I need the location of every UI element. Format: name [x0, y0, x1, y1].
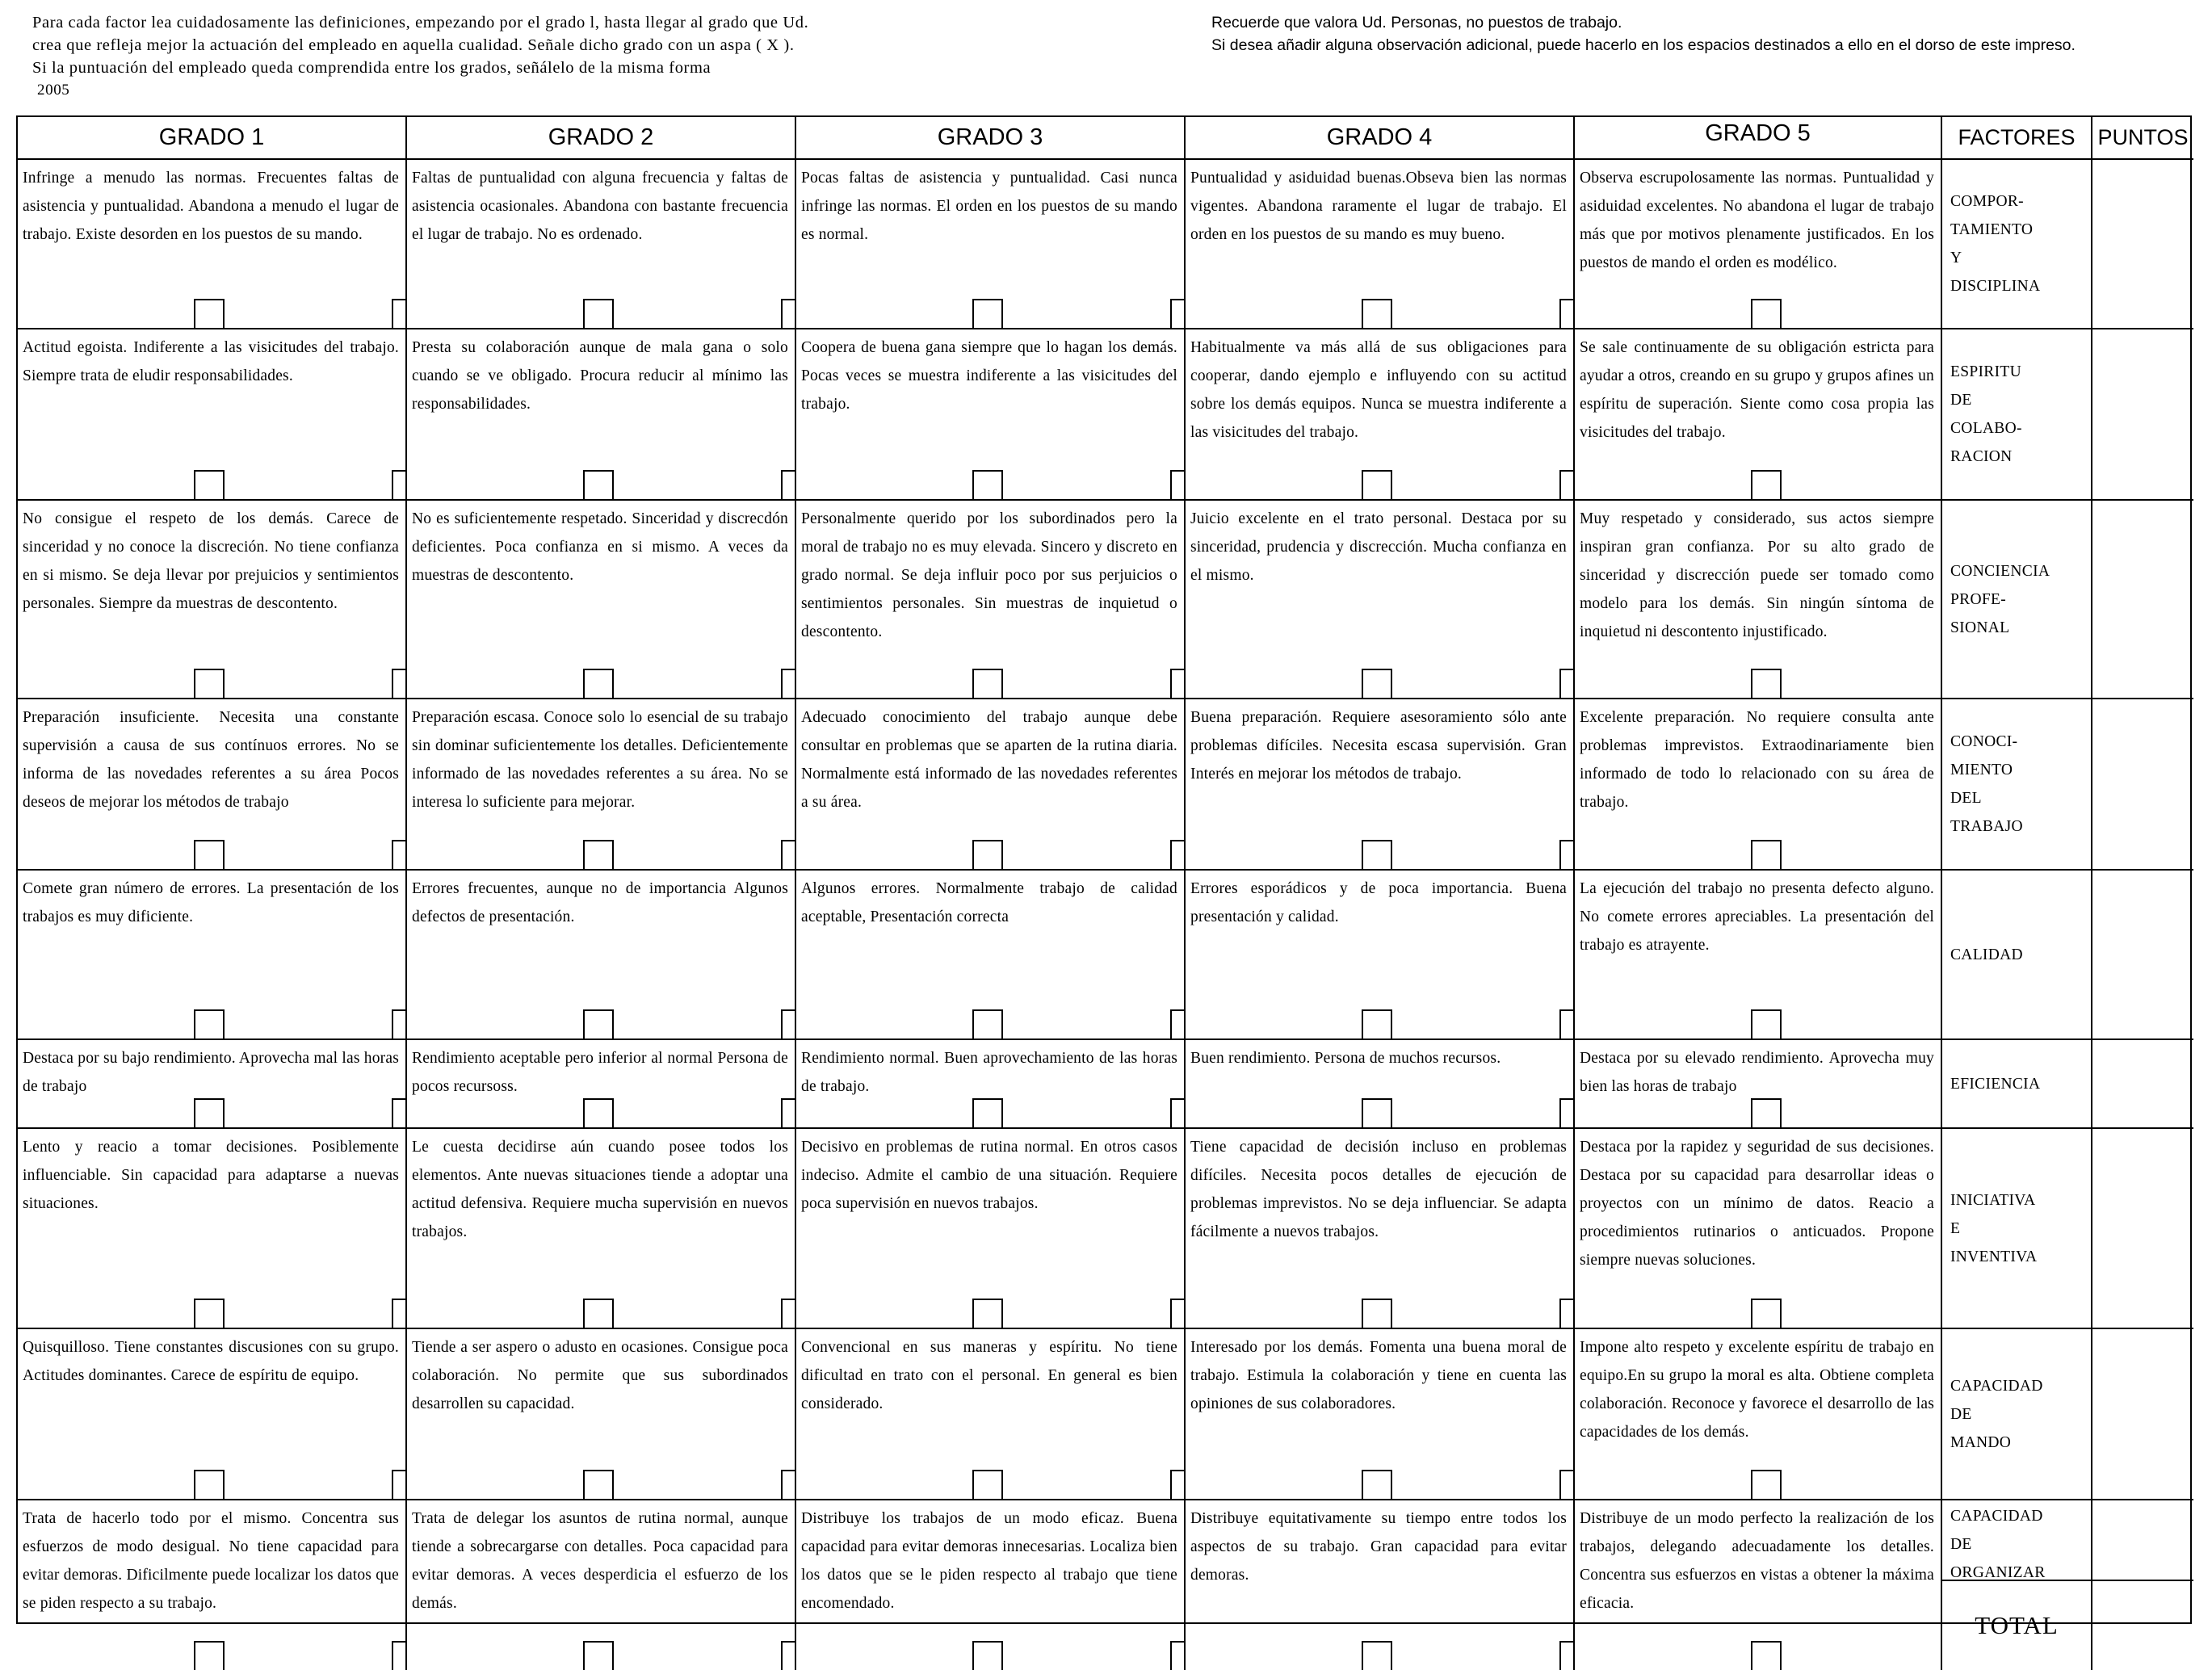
grade-description-text: Excelente preparación. No requiere consulta ante problemas imprevistos. Extraodinariamente bien informado de todo lo relacionado con su área de trabajo. — [1580, 709, 1934, 811]
factor-label-line: CAPACIDAD — [1950, 1377, 2043, 1395]
grade-description — [407, 699, 796, 871]
grade-description — [407, 160, 796, 329]
grade-checkbox[interactable] — [1362, 840, 1392, 871]
grade-checkbox[interactable] — [972, 1299, 1003, 1329]
grade-description — [18, 1040, 407, 1129]
grade-description — [407, 1329, 796, 1500]
between-grades-checkbox[interactable] — [1170, 669, 1186, 699]
between-grades-checkbox[interactable] — [781, 1641, 796, 1670]
grade-checkbox[interactable] — [194, 1470, 225, 1500]
between-grades-checkbox[interactable] — [392, 1098, 407, 1129]
grade-description-text: Adecuado conocimiento del trabajo aunque debe consultar en problemas que se aparten de la rutina diaria. Normalmente está informado de las novedades referentes a su área. — [801, 709, 1177, 811]
grade-checkbox[interactable] — [583, 470, 614, 501]
grade-checkbox[interactable] — [1362, 1641, 1392, 1670]
factor-label — [1942, 160, 2092, 329]
points-input[interactable] — [2092, 1329, 2193, 1500]
grade-description-text: Buen rendimiento. Persona de muchos recursos. — [1190, 1050, 1501, 1067]
between-grades-checkbox[interactable] — [781, 1009, 796, 1040]
grade-description-text: Personalmente querido por los subordinados pero la moral de trabajo no es muy elevada. Sincero y discreto en grado normal. Se deja influir poco por sus perjuicios o sentimientos personales. Sin muestras de inquietud o descontento. — [801, 510, 1177, 640]
grade-description — [796, 1129, 1186, 1329]
grade-description-text: La ejecución del trabajo no presenta defecto alguno. No comete errores apreciables. La presentación del trabajo es atrayente. — [1580, 880, 1934, 954]
grade-checkbox[interactable] — [1751, 1299, 1782, 1329]
between-grades-checkbox[interactable] — [392, 1009, 407, 1040]
grade-description — [1575, 699, 1942, 871]
factor-label-line: MIENTO — [1950, 762, 2013, 778]
grade-description — [1575, 329, 1942, 501]
evaluation-table — [16, 115, 2192, 1639]
reminder-line: Recuerde que valora Ud. Personas, no puestos de trabajo. — [1211, 14, 1622, 31]
grade-description — [407, 501, 796, 699]
grade-description — [1575, 1129, 1942, 1329]
grade-description-text: Lento y reacio a tomar decisiones. Posiblemente influenciable. Sin capacidad para adaptarse a nuevas situaciones. — [23, 1139, 399, 1212]
grade-checkbox[interactable] — [194, 669, 225, 699]
grade-description — [796, 871, 1186, 1040]
grade-description-text: Quisquilloso. Tiene constantes discusiones con su grupo. Actitudes dominantes. Carece de espíritu de equipo. — [23, 1339, 399, 1384]
grade-description — [1575, 871, 1942, 1040]
grade-description-text: No es suficientemente respetado. Sinceridad y discrecdón deficientes. Poca confianza en si mismo. A veces da muestras de descontento. — [412, 510, 788, 584]
grade-checkbox[interactable] — [1362, 1009, 1392, 1040]
reminder-note — [1211, 11, 2205, 57]
between-grades-checkbox[interactable] — [392, 1470, 407, 1500]
factor-cell — [1942, 1500, 2092, 1670]
grade-description-text: Se sale continuamente de su obligación estricta para ayudar a otros, creando en su grupo y grupos afines un espíritu de superación. Siente como cosa propia las visicitudes del trabajo. — [1580, 339, 1934, 441]
factor-label-line: DE — [1950, 392, 1972, 409]
grade-description — [1186, 329, 1575, 501]
grade-checkbox[interactable] — [194, 470, 225, 501]
between-grades-checkbox[interactable] — [781, 470, 796, 501]
column-header-grado-5: GRADO 5 — [1575, 117, 1942, 160]
factor-label-line: DE — [1950, 1405, 1972, 1423]
grade-checkbox[interactable] — [1751, 840, 1782, 871]
factor-label — [1942, 871, 2092, 1040]
grade-description — [796, 160, 1186, 329]
grade-description-text: Destaca por su elevado rendimiento. Aprovecha muy bien las horas de trabajo — [1580, 1050, 1934, 1095]
grade-description-text: Preparación insuficiente. Necesita una constante supervisión a causa de sus contínuos errores. No se informa de las novedades referentes a su área Pocos deseos de mejorar los métodos de trabajo — [23, 709, 399, 811]
factor-label-line: DISCIPLINA — [1950, 278, 2041, 295]
grade-description — [18, 1129, 407, 1329]
grade-description — [1186, 1500, 1575, 1670]
grade-checkbox[interactable] — [1751, 1470, 1782, 1500]
between-grades-checkbox[interactable] — [1559, 669, 1575, 699]
grade-checkbox[interactable] — [1362, 1299, 1392, 1329]
between-grades-checkbox[interactable] — [1170, 1299, 1186, 1329]
grade-description — [1186, 501, 1575, 699]
grade-description — [407, 329, 796, 501]
points-input[interactable] — [2092, 871, 2193, 1040]
grade-description-text: Comete gran número de errores. La presentación de los trabajos es muy dificiente. — [23, 880, 399, 925]
grade-checkbox[interactable] — [972, 1009, 1003, 1040]
grade-checkbox[interactable] — [1362, 669, 1392, 699]
grade-description-text: Algunos errores. Normalmente trabajo de calidad aceptable, Presentación correcta — [801, 880, 1177, 925]
grade-checkbox[interactable] — [1751, 470, 1782, 501]
factor-label-line: TRABAJO — [1950, 818, 2023, 835]
grade-description-text: Buena preparación. Requiere asesoramiento sólo ante problemas difíciles. Necesita escasa supervisión. Gran Interés en mejorar los métodos de trabajo. — [1190, 709, 1567, 783]
grade-description — [1575, 1040, 1942, 1129]
grade-description-text: Rendimiento aceptable pero inferior al normal Persona de pocos recursoss. — [412, 1050, 788, 1095]
between-grades-checkbox[interactable] — [1559, 1470, 1575, 1500]
grade-description-text: Distribuye de un modo perfecto la realización de los trabajos, delegando adecuadamente los detalles. Concentra sus esfuerzos en vistas a obtener la máxima eficacia. — [1580, 1510, 1934, 1612]
grade-checkbox[interactable] — [583, 1098, 614, 1129]
grade-checkbox[interactable] — [583, 1641, 614, 1670]
grade-description-text: Actitud egoista. Indiferente a las visicitudes del trabajo. Siempre trata de eludir responsabilidades. — [23, 339, 399, 384]
instruction-line: Si la puntuación del empleado queda comprendida entre los grados, señálelo de la misma forma — [32, 59, 711, 77]
grade-checkbox[interactable] — [972, 470, 1003, 501]
grade-description — [18, 1329, 407, 1500]
factor-label-line: Y — [1950, 250, 1962, 266]
grade-checkbox[interactable] — [194, 840, 225, 871]
factor-label — [1942, 1040, 2092, 1129]
grade-description-text: Impone alto respeto y excelente espíritu de trabajo en equipo.En su grupo la moral es alta. Obtiene completa colaboración. Reconoce y favorece el desarrollo de las capacidades de los demás. — [1580, 1339, 1934, 1441]
points-input[interactable] — [2092, 1500, 2193, 1581]
grade-description-text: Observa escrupolosamente las normas. Puntualidad y asiduidad excelentes. No abandona el lugar de trabajo más que por motivos plenamente justificados. En los puestos de mando el orden es modélico. — [1580, 170, 1934, 271]
between-grades-checkbox[interactable] — [1170, 1641, 1186, 1670]
grade-checkbox[interactable] — [972, 840, 1003, 871]
factor-label-line: SIONAL — [1950, 619, 2010, 636]
points-input[interactable] — [2092, 1129, 2193, 1329]
between-grades-checkbox[interactable] — [781, 1470, 796, 1500]
grade-description — [796, 501, 1186, 699]
factor-label — [1942, 699, 2092, 871]
grade-description-text: Faltas de puntualidad con alguna frecuencia y faltas de asistencia ocasionales. Abandona con bastante frecuencia el lugar de trabajo. No es ordenado. — [412, 170, 788, 243]
grade-description-text: Distribuye los trabajos de un modo eficaz. Buena capacidad para evitar demoras innecesarias. Localiza bien los datos que se le piden respecto al trabajo que tiene encomendado. — [801, 1510, 1177, 1612]
grade-description — [18, 329, 407, 501]
factor-label-line: MANDO — [1950, 1433, 2012, 1451]
between-grades-checkbox[interactable] — [392, 299, 407, 329]
grade-checkbox[interactable] — [972, 669, 1003, 699]
grade-checkbox[interactable] — [194, 1641, 225, 1670]
grade-checkbox[interactable] — [1362, 470, 1392, 501]
factor-label-line: PROFE- — [1950, 590, 2006, 608]
factor-label-line: ORGANIZAR — [1950, 1564, 2046, 1581]
points-input[interactable] — [2092, 1040, 2193, 1129]
points-input[interactable] — [2092, 160, 2193, 329]
grade-description-text: Trata de delegar los asuntos de rutina normal, aunque tiende a sobrecargarse con detalles. Poca capacidad para evitar demoras. A veces desperdicia el esfuerzo de los demás. — [412, 1510, 788, 1612]
between-grades-checkbox[interactable] — [1559, 1098, 1575, 1129]
grade-checkbox[interactable] — [1751, 299, 1782, 329]
grade-description-text: Coopera de buena gana siempre que lo hagan los demás. Pocas veces se muestra indiferente a las visicitudes del trabajo. — [801, 339, 1177, 413]
between-grades-checkbox[interactable] — [392, 470, 407, 501]
grade-description-text: Le cuesta decidirse aún cuando posee todos los elementos. Ante nuevas situaciones tiende a adoptar una actitud defensiva. Requiere mucha supervisión en nuevos trabajos. — [412, 1139, 788, 1240]
grade-description — [1186, 1329, 1575, 1500]
between-grades-checkbox[interactable] — [781, 1299, 796, 1329]
between-grades-checkbox[interactable] — [392, 1641, 407, 1670]
grade-checkbox[interactable] — [194, 1299, 225, 1329]
grade-description-text: Juicio excelente en el trato personal. Destaca por su sinceridad, prudencia y discrección. Mucha confianza en el mismo. — [1190, 510, 1567, 584]
grade-checkbox[interactable] — [583, 1299, 614, 1329]
grade-description-text: Tiende a ser aspero o adusto en ocasiones. Consigue poca colaboración. No permite que sus subordinados desarrollen su capacidad. — [412, 1339, 788, 1412]
grade-checkbox[interactable] — [972, 299, 1003, 329]
grade-description — [1575, 1329, 1942, 1500]
grade-checkbox[interactable] — [194, 1098, 225, 1129]
grade-checkbox[interactable] — [1362, 299, 1392, 329]
factor-label-line: COLABO- — [1950, 420, 2022, 437]
grade-description — [18, 1500, 407, 1670]
factor-label-line: CALIDAD — [1950, 946, 2023, 963]
grade-checkbox[interactable] — [194, 299, 225, 329]
between-grades-checkbox[interactable] — [1559, 840, 1575, 871]
factor-label-line: E — [1950, 1219, 1961, 1237]
grade-description — [407, 1040, 796, 1129]
between-grades-checkbox[interactable] — [781, 1098, 796, 1129]
between-grades-checkbox[interactable] — [392, 840, 407, 871]
column-header-grado-1: GRADO 1 — [18, 117, 407, 160]
grade-checkbox[interactable] — [972, 1098, 1003, 1129]
grade-description — [1575, 501, 1942, 699]
factor-label-line: INICIATIVA — [1950, 1191, 2036, 1209]
grade-description — [796, 329, 1186, 501]
grade-checkbox[interactable] — [194, 1009, 225, 1040]
grade-checkbox[interactable] — [583, 299, 614, 329]
factor-label-line: RACION — [1950, 448, 2013, 465]
grade-description-text: Errores frecuentes, aunque no de importancia Algunos defectos de presentación. — [412, 880, 788, 925]
between-grades-checkbox[interactable] — [1170, 840, 1186, 871]
between-grades-checkbox[interactable] — [1559, 1009, 1575, 1040]
between-grades-checkbox[interactable] — [1559, 1641, 1575, 1670]
between-grades-checkbox[interactable] — [1559, 1299, 1575, 1329]
between-grades-checkbox[interactable] — [1170, 1470, 1186, 1500]
factor-label-line: DE — [1950, 1536, 1972, 1553]
factor-label-line: ESPIRITU — [1950, 363, 2021, 380]
between-grades-checkbox[interactable] — [392, 669, 407, 699]
grade-description — [18, 699, 407, 871]
grade-checkbox[interactable] — [583, 840, 614, 871]
grade-checkbox[interactable] — [972, 1641, 1003, 1670]
factor-label — [1942, 329, 2092, 501]
grade-description-text: Errores esporádicos y de poca importancia. Buena presentación y calidad. — [1190, 880, 1567, 925]
grade-description — [1186, 699, 1575, 871]
instructions — [32, 11, 1179, 102]
column-header-grado-3: GRADO 3 — [796, 117, 1186, 160]
points-input[interactable] — [2092, 329, 2193, 501]
factor-label-line: EFICIENCIA — [1950, 1075, 2041, 1093]
points-input[interactable] — [2092, 699, 2193, 871]
grade-description — [796, 1040, 1186, 1129]
between-grades-checkbox[interactable] — [1170, 299, 1186, 329]
grade-description — [18, 501, 407, 699]
grade-description — [1575, 160, 1942, 329]
grade-description — [1575, 1500, 1942, 1670]
instruction-line: crea que refleja mejor la actuación del empleado en aquella cualidad. Señale dicho grado con un aspa ( X ). — [32, 36, 795, 54]
grade-description — [407, 871, 796, 1040]
grade-checkbox[interactable] — [1751, 669, 1782, 699]
between-grades-checkbox[interactable] — [1559, 299, 1575, 329]
grade-checkbox[interactable] — [1362, 1470, 1392, 1500]
grade-description-text: Rendimiento normal. Buen aprovechamiento de las horas de trabajo. — [801, 1050, 1177, 1095]
grade-description-text: Tiene capacidad de decisión incluso en problemas difíciles. Necesita pocos detalles de ejecución de problemas imprevistos. No se deja influenciar. Se adapta fácilmente a nuevos trabajos. — [1190, 1139, 1567, 1240]
factor-label-line: TAMIENTO — [1950, 221, 2034, 238]
between-grades-checkbox[interactable] — [781, 669, 796, 699]
grade-checkbox[interactable] — [1362, 1098, 1392, 1129]
column-header-grado-2: GRADO 2 — [407, 117, 796, 160]
factor-label — [1942, 1329, 2092, 1500]
grade-checkbox[interactable] — [1751, 1098, 1782, 1129]
grade-description — [18, 160, 407, 329]
factor-label-line: CONCIENCIA — [1950, 562, 2050, 580]
grade-description-text: Infringe a menudo las normas. Frecuentes faltas de asistencia y puntualidad. Abandona a menudo el lugar de trabajo. Existe desorden en los puestos de su mando. — [23, 170, 399, 243]
grade-checkbox[interactable] — [1751, 1009, 1782, 1040]
total-points-input[interactable] — [2092, 1581, 2193, 1670]
factor-label-line: CONOCI- — [1950, 733, 2018, 750]
between-grades-checkbox[interactable] — [1170, 470, 1186, 501]
grade-description-text: Presta su colaboración aunque de mala gana o solo cuando se ve obligado. Procura reducir al mínimo las responsabilidades. — [412, 339, 788, 413]
grade-description — [1186, 160, 1575, 329]
grade-description — [1186, 871, 1575, 1040]
grade-description-text: Destaca por la rapidez y seguridad de sus decisiones. Destaca por su capacidad para desarrollar ideas o proyectos con un mínimo de datos. Reacio a procedimientos rutinarios o anticuados. Propone siempre nuevas soluciones. — [1580, 1139, 1934, 1269]
grade-description-text: No consigue el respeto de los demás. Carece de sinceridad y no conoce la discreción. No tiene confianza en si mismo. Se deja llevar por prejuicios y sentimientos personales. Siempre da muestras de descontento. — [23, 510, 399, 612]
column-header-grado-4: GRADO 4 — [1186, 117, 1575, 160]
grade-description — [1186, 1040, 1575, 1129]
points-input[interactable] — [2092, 501, 2193, 699]
grade-description-text: Pocas faltas de asistencia y puntualidad. Casi nunca infringe las normas. El orden en los puestos de su mando es normal. — [801, 170, 1177, 243]
grade-description-text: Habitualmente va más allá de sus obligaciones para cooperar, dando ejemplo e influyendo con su actitud sobre los demás equipos. Nunca se muestra indiferente a las visicitudes del trabajo. — [1190, 339, 1567, 441]
instruction-line: Para cada factor lea cuidadosamente las definiciones, empezando por el grado l, hasta llegar al grado que Ud. — [32, 14, 809, 31]
grade-description — [1186, 1129, 1575, 1329]
grade-description-text: Muy respetado y considerado, sus actos siempre inspiran gran confianza. Por su alto grado de sinceridad y discrección puede ser tomado como modelo para los demás. Sin ningún síntoma de inquietud ni descontento injustificado. — [1580, 510, 1934, 640]
grade-checkbox[interactable] — [583, 669, 614, 699]
grade-description — [796, 1500, 1186, 1670]
grade-description-text: Decisivo en problemas de rutina normal. En otros casos indeciso. Admite el cambio de una situación. Requiere poca supervisión en nuevos trabajos. — [801, 1139, 1177, 1212]
grade-checkbox[interactable] — [1751, 1641, 1782, 1670]
between-grades-checkbox[interactable] — [1170, 1009, 1186, 1040]
column-header-puntos: PUNTOS — [2092, 117, 2193, 160]
grade-checkbox[interactable] — [972, 1470, 1003, 1500]
total-label: TOTAL — [1975, 1611, 2059, 1639]
between-grades-checkbox[interactable] — [392, 1299, 407, 1329]
between-grades-checkbox[interactable] — [781, 299, 796, 329]
grade-description — [796, 1329, 1186, 1500]
grade-description-text: Interesado por los demás. Fomenta una buena moral de trabajo. Estimula la colaboración y tiene en cuenta las opiniones de sus colaboradores. — [1190, 1339, 1567, 1412]
grade-description-text: Puntualidad y asiduidad buenas.Obseva bien las normas vigentes. Abandona raramente el lugar de trabajo. El orden en los puestos de su mando es muy bueno. — [1190, 170, 1567, 243]
points-cell[interactable] — [2092, 1500, 2193, 1670]
factor-label-line: INVENTIVA — [1950, 1248, 2038, 1265]
between-grades-checkbox[interactable] — [1170, 1098, 1186, 1129]
factor-label — [1942, 501, 2092, 699]
grade-checkbox[interactable] — [583, 1009, 614, 1040]
grade-description — [407, 1500, 796, 1670]
grade-description-text: Distribuye equitativamente su tiempo entre todos los aspectos de su trabajo. Gran capacidad para evitar demoras. — [1190, 1510, 1567, 1584]
grade-description-text: Destaca por su bajo rendimiento. Aprovecha mal las horas de trabajo — [23, 1050, 399, 1095]
grade-description — [407, 1129, 796, 1329]
between-grades-checkbox[interactable] — [1559, 470, 1575, 501]
factor-label-line: DEL — [1950, 790, 1982, 807]
column-header-factores: FACTORES — [1942, 117, 2092, 160]
grade-checkbox[interactable] — [583, 1470, 614, 1500]
grade-description-text: Preparación escasa. Conoce solo lo esencial de su trabajo sin dominar suficientemente los detalles. Deficientemente informado de las novedades referentes a su área. No se interesa lo suficiente para mejorar. — [412, 709, 788, 811]
factor-label-line: CAPACIDAD — [1950, 1508, 2043, 1525]
grade-description-text: Convencional en sus maneras y espíritu. No tiene dificultad en trato con el personal. En general es bien considerado. — [801, 1339, 1177, 1412]
between-grades-checkbox[interactable] — [781, 840, 796, 871]
factor-label — [1942, 1500, 2091, 1581]
grade-description — [796, 699, 1186, 871]
form-year: 2005 — [37, 82, 70, 99]
grade-description-text: Trata de hacerlo todo por el mismo. Concentra sus esfuerzos de modo desigual. No tiene capacidad para evitar demoras. Dificilmente puede localizar los datos que se piden respecto a su trabajo. — [23, 1510, 399, 1612]
factor-label — [1942, 1129, 2092, 1329]
grade-description — [18, 871, 407, 1040]
factor-label-line: COMPOR- — [1950, 193, 2024, 210]
reminder-line: Si desea añadir alguna observación adicional, puede hacerlo en los espacios destinados a ello en el dorso de este impreso. — [1211, 36, 2076, 54]
